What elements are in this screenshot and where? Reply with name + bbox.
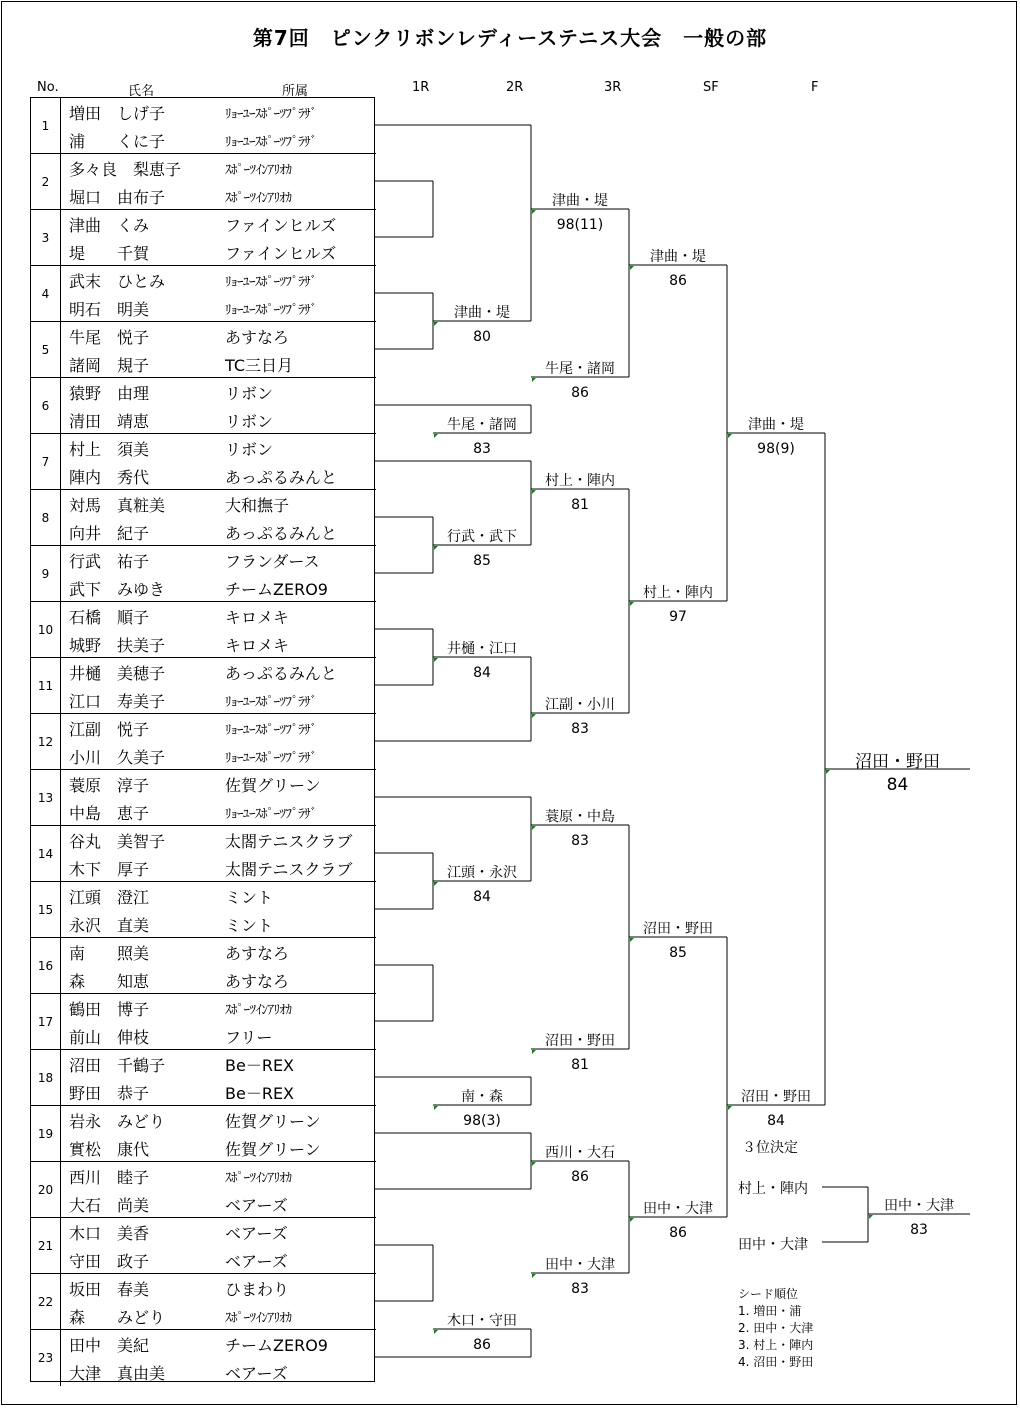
player-club: 佐賀グリーン xyxy=(225,776,321,795)
player-name: 堤 千賀 xyxy=(69,244,150,263)
player-name: 江副 悦子 xyxy=(69,720,150,739)
player-club: ベアーズ xyxy=(225,1252,288,1271)
player-name: 大石 尚美 xyxy=(69,1196,150,1215)
winner-name: 村上・陣内 xyxy=(545,473,615,489)
player-club: 太閤テニスクラブ xyxy=(225,832,353,851)
header-final: F xyxy=(811,80,819,95)
player-name: 明石 明美 xyxy=(69,300,150,319)
player-club: 太閤テニスクラブ xyxy=(225,860,353,879)
match-score: 81 xyxy=(571,497,589,513)
player-club: ﾘｮｰﾕｰｽﾎﾟｰﾂﾌﾟﾗｻﾞ xyxy=(225,807,317,822)
winner-marker xyxy=(434,1106,438,1110)
header-round1: 1R xyxy=(412,80,430,95)
winner-name: 津曲・堤 xyxy=(454,305,510,321)
seed-item: 2. 田中・大津 xyxy=(738,1321,814,1335)
match-score: 84 xyxy=(886,775,909,795)
player-club: チームZERO9 xyxy=(225,580,328,599)
player-club: 佐賀グリーン xyxy=(225,1112,321,1131)
player-name: 武下 みゆき xyxy=(69,580,166,599)
winner-name: 蓑原・中島 xyxy=(545,809,615,825)
player-club: ミント xyxy=(225,916,274,935)
winner-marker xyxy=(532,1162,536,1166)
winner-name: 行武・武下 xyxy=(447,529,517,545)
player-name: 行武 祐子 xyxy=(69,552,150,571)
third-place-winner: 田中・大津 xyxy=(884,1198,954,1214)
winner-name: 木口・守田 xyxy=(447,1313,517,1329)
match-score: 81 xyxy=(571,1057,589,1073)
match-score: 86 xyxy=(473,1337,491,1353)
player-name: 江頭 澄江 xyxy=(69,888,150,907)
entry-number: 8 xyxy=(31,490,61,546)
player-name: 鶴田 博子 xyxy=(69,1000,150,1019)
player-name: 谷丸 美智子 xyxy=(69,832,166,851)
match-score: 83 xyxy=(571,721,589,737)
entry-number: 6 xyxy=(31,378,61,434)
entry-number: 22 xyxy=(31,1274,61,1330)
player-name: 対馬 真粧美 xyxy=(69,496,166,515)
entry-number: 7 xyxy=(31,434,61,490)
winner-marker xyxy=(434,434,438,438)
player-club: 大和撫子 xyxy=(225,496,290,515)
player-club: キロメキ xyxy=(225,636,290,655)
player-name: 石橋 順子 xyxy=(69,608,150,627)
player-club: 佐賀グリーン xyxy=(225,1140,321,1159)
match-score: 86 xyxy=(571,385,589,401)
entry-number: 4 xyxy=(31,266,61,322)
player-name: 小川 久美子 xyxy=(69,748,166,767)
player-club: ﾘｮｰﾕｰｽﾎﾟｰﾂﾌﾟﾗｻﾞ xyxy=(225,695,317,710)
match-score: 86 xyxy=(669,273,687,289)
seed-title: シード順位 xyxy=(738,1287,799,1301)
match-score: 83 xyxy=(473,441,491,457)
winner-name: 津曲・堤 xyxy=(650,249,706,265)
winner-name: 沼田・野田 xyxy=(741,1089,811,1105)
winner-marker xyxy=(434,1330,438,1334)
winner-name: 井樋・江口 xyxy=(447,641,517,657)
winner-name: 西川・大石 xyxy=(545,1145,615,1161)
winner-name: 江頭・永沢 xyxy=(447,865,517,881)
winner-marker xyxy=(532,714,536,718)
entry-number: 16 xyxy=(31,938,61,994)
player-club: ｽﾎﾟｰﾂｲﾝｱﾘｵｶ xyxy=(225,1311,292,1326)
match-score: 83 xyxy=(571,833,589,849)
player-club: チームZERO9 xyxy=(225,1336,328,1355)
winner-name: 牛尾・諸岡 xyxy=(447,417,517,433)
player-club: ファインヒルズ xyxy=(225,244,337,263)
player-club: ベアーズ xyxy=(225,1196,288,1215)
match-score: 84 xyxy=(767,1113,785,1129)
player-name: 増田 しげ子 xyxy=(69,104,166,123)
player-name: 浦 くに子 xyxy=(69,132,166,151)
player-club: リボン xyxy=(225,384,274,403)
player-club: あっぷるみんと xyxy=(225,664,337,683)
match-score: 98(11) xyxy=(556,217,604,233)
winner-marker xyxy=(434,658,438,662)
player-club: あすなろ xyxy=(225,972,290,991)
winner-marker xyxy=(869,1215,873,1219)
entry-number: 12 xyxy=(31,714,61,770)
player-club: リボン xyxy=(225,412,274,431)
player-club: あっぷるみんと xyxy=(225,468,337,487)
header-round2: 2R xyxy=(506,80,524,95)
third-place-team-2: 田中・大津 xyxy=(738,1237,808,1253)
entry-number: 18 xyxy=(31,1050,61,1106)
player-name: 野田 恭子 xyxy=(69,1084,150,1103)
page-title: 第7回 ピンクリボンレディーステニス大会 一般の部 xyxy=(252,26,768,50)
header-round3: 3R xyxy=(604,80,622,95)
entry-number: 5 xyxy=(31,322,61,378)
player-name: 武末 ひとみ xyxy=(69,272,166,291)
player-name: 向井 紀子 xyxy=(69,524,150,543)
player-name: 實松 康代 xyxy=(69,1140,150,1159)
player-name: 南 照美 xyxy=(69,944,150,963)
match-score: 85 xyxy=(473,553,491,569)
winner-marker xyxy=(728,1106,732,1110)
player-name: 森 知恵 xyxy=(69,972,150,991)
player-club: あすなろ xyxy=(225,328,290,347)
player-name: 蓑原 淳子 xyxy=(69,776,150,795)
entry-number: 17 xyxy=(31,994,61,1050)
winner-marker xyxy=(532,378,536,382)
winner-name: 牛尾・諸岡 xyxy=(545,361,615,377)
match-score: 98(9) xyxy=(757,441,795,457)
player-club: ｽﾎﾟｰﾂｲﾝｱﾘｵｶ xyxy=(225,1003,292,1018)
match-score: 80 xyxy=(473,329,491,345)
entry-number: 11 xyxy=(31,658,61,714)
entry-number: 23 xyxy=(31,1330,61,1386)
winner-marker xyxy=(728,434,732,438)
third-place-label: ３位決定 xyxy=(742,1140,798,1156)
player-name: 城野 扶美子 xyxy=(69,636,166,655)
player-name: 坂田 春美 xyxy=(69,1280,150,1299)
player-name: 堀口 由布子 xyxy=(69,188,166,207)
match-score: 86 xyxy=(571,1169,589,1185)
winner-marker xyxy=(630,1218,634,1222)
player-name: 江口 寿美子 xyxy=(69,692,166,711)
entry-number: 19 xyxy=(31,1106,61,1162)
player-club: Be－REX xyxy=(225,1056,295,1075)
winner-name: 田中・大津 xyxy=(545,1257,615,1273)
winner-name: 江副・小川 xyxy=(545,697,615,713)
third-place-score: 83 xyxy=(910,1222,928,1238)
winner-marker xyxy=(434,882,438,886)
player-name: 木口 美香 xyxy=(69,1224,150,1243)
player-name: 木下 厚子 xyxy=(69,860,150,879)
player-club: ｽﾎﾟｰﾂｲﾝｱﾘｵｶ xyxy=(225,163,292,178)
player-name: 田中 美紀 xyxy=(69,1336,150,1355)
player-club: Be－REX xyxy=(225,1084,295,1103)
player-name: 村上 須美 xyxy=(69,440,150,459)
player-name: 森 みどり xyxy=(69,1308,166,1327)
winner-marker xyxy=(434,322,438,326)
entry-number: 9 xyxy=(31,546,61,602)
entry-number: 20 xyxy=(31,1162,61,1218)
player-club: TC三日月 xyxy=(225,356,294,375)
winner-name: 村上・陣内 xyxy=(643,585,713,601)
header-semifinal: SF xyxy=(703,80,719,95)
seed-list xyxy=(738,1286,813,1371)
entry-number: 2 xyxy=(31,154,61,210)
player-club: リボン xyxy=(225,440,274,459)
winner-marker xyxy=(532,826,536,830)
player-club: ﾘｮｰﾕｰｽﾎﾟｰﾂﾌﾟﾗｻﾞ xyxy=(225,135,317,150)
entry-number: 21 xyxy=(31,1218,61,1274)
player-club: フランダース xyxy=(225,552,320,571)
third-place-team-1: 村上・陣内 xyxy=(738,1181,808,1197)
player-name: 前山 伸枝 xyxy=(69,1028,150,1047)
match-score: 98(3) xyxy=(463,1113,501,1129)
player-name: 牛尾 悦子 xyxy=(69,328,150,347)
player-club: ミント xyxy=(225,888,274,907)
match-score: 85 xyxy=(669,945,687,961)
winner-marker xyxy=(532,490,536,494)
entry-number: 10 xyxy=(31,602,61,658)
player-name: 猿野 由理 xyxy=(69,384,150,403)
header-name: 氏名 xyxy=(128,84,155,99)
entry-number: 13 xyxy=(31,770,61,826)
player-name: 沼田 千鶴子 xyxy=(69,1056,166,1075)
player-name: 守田 政子 xyxy=(69,1252,150,1271)
match-score: 86 xyxy=(669,1225,687,1241)
player-name: 津曲 くみ xyxy=(69,216,150,235)
player-club: あっぷるみんと xyxy=(225,524,337,543)
player-club: ｽﾎﾟｰﾂｲﾝｱﾘｵｶ xyxy=(225,1171,292,1186)
header-club: 所属 xyxy=(282,84,309,99)
player-name: 大津 真由美 xyxy=(69,1364,166,1383)
player-club: あすなろ xyxy=(225,944,290,963)
player-name: 清田 靖恵 xyxy=(69,412,150,431)
player-club: ﾘｮｰﾕｰｽﾎﾟｰﾂﾌﾟﾗｻﾞ xyxy=(225,723,317,738)
player-name: 陣内 秀代 xyxy=(69,468,150,487)
player-name: 諸岡 規子 xyxy=(69,356,150,375)
match-score: 83 xyxy=(571,1281,589,1297)
seed-item: 3. 村上・陣内 xyxy=(738,1338,814,1352)
winner-name: 南・森 xyxy=(461,1089,503,1105)
player-club: ﾘｮｰﾕｰｽﾎﾟｰﾂﾌﾟﾗｻﾞ xyxy=(225,107,317,122)
winner-name: 津曲・堤 xyxy=(552,193,608,209)
winner-name: 沼田・野田 xyxy=(855,752,940,772)
header-no: No. xyxy=(37,80,59,95)
seed-item: 1. 増田・浦 xyxy=(738,1304,802,1318)
winner-marker xyxy=(630,938,634,942)
winner-marker xyxy=(532,1050,536,1054)
match-score: 97 xyxy=(669,609,687,625)
entry-number: 1 xyxy=(31,98,61,154)
player-club: ﾘｮｰﾕｰｽﾎﾟｰﾂﾌﾟﾗｻﾞ xyxy=(225,303,317,318)
player-club: ベアーズ xyxy=(225,1364,288,1383)
player-club: ﾘｮｰﾕｰｽﾎﾟｰﾂﾌﾟﾗｻﾞ xyxy=(225,275,317,290)
winner-marker xyxy=(630,266,634,270)
player-club: ｽﾎﾟｰﾂｲﾝｱﾘｵｶ xyxy=(225,191,292,206)
player-name: 井樋 美穂子 xyxy=(69,664,166,683)
winner-marker xyxy=(630,602,634,606)
player-club: ベアーズ xyxy=(225,1224,288,1243)
entry-number: 3 xyxy=(31,210,61,266)
player-club: ファインヒルズ xyxy=(225,216,337,235)
player-club: フリー xyxy=(225,1028,273,1047)
winner-name: 津曲・堤 xyxy=(748,417,804,433)
winner-marker xyxy=(532,210,536,214)
player-club: ひまわり xyxy=(225,1280,290,1299)
winner-marker xyxy=(434,546,438,550)
player-name: 中島 恵子 xyxy=(69,804,150,823)
player-name: 西川 睦子 xyxy=(69,1168,150,1187)
winner-name: 沼田・野田 xyxy=(643,921,713,937)
player-name: 永沢 直美 xyxy=(69,916,150,935)
player-name: 岩永 みどり xyxy=(69,1112,166,1131)
seed-item: 4. 沼田・野田 xyxy=(738,1355,814,1369)
player-club: キロメキ xyxy=(225,608,290,627)
winner-name: 沼田・野田 xyxy=(545,1033,615,1049)
winner-marker xyxy=(532,1274,536,1278)
winner-name: 田中・大津 xyxy=(643,1201,713,1217)
match-score: 84 xyxy=(473,665,491,681)
entry-number: 15 xyxy=(31,882,61,938)
entry-number: 14 xyxy=(31,826,61,882)
match-score: 84 xyxy=(473,889,491,905)
player-club: ﾘｮｰﾕｰｽﾎﾟｰﾂﾌﾟﾗｻﾞ xyxy=(225,751,317,766)
player-name: 多々良 梨恵子 xyxy=(69,160,182,179)
